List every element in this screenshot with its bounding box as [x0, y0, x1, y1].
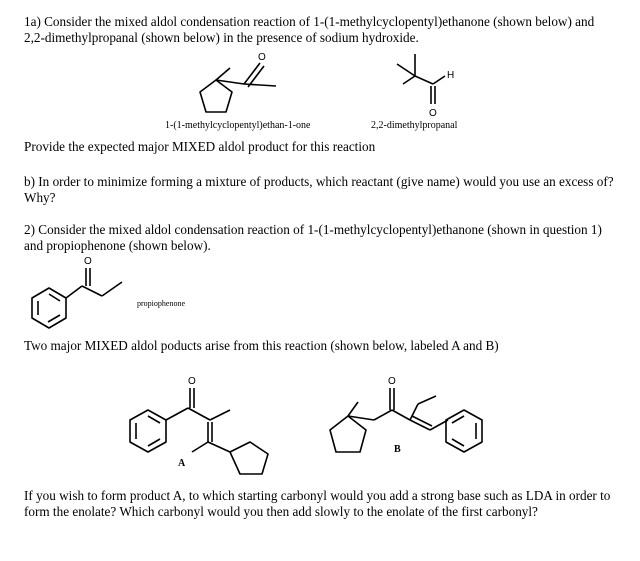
benzene-inner-bond-3: [49, 294, 60, 301]
oxygen-atom: O: [84, 256, 92, 267]
product-b-ring-methyl: [348, 402, 358, 416]
product-a-benzene-inner-3: [148, 416, 160, 423]
alpha-bond: [415, 76, 433, 84]
question-1b-text: b) In order to minimize forming a mixture of products, which reactant (give name) would you use an excess of? Why?: [24, 174, 614, 205]
carbonyl-ethyl-bond: [82, 286, 102, 296]
product-a-structure: [126, 372, 286, 482]
product-a-benzene-inner-2: [148, 439, 160, 446]
hydrogen-atom: H: [447, 70, 455, 81]
product-a-ring-carbonyl-bond: [166, 408, 188, 420]
product-a-oxygen-atom: O: [188, 376, 196, 387]
tbutyl-bond-1: [397, 64, 415, 76]
question-1a-text: 1a) Consider the mixed aldol condensation reaction of 1-(1-methylcyclopentyl)ethanone (shown below) and 2,2-dimethylpropanal (shown below) in the presence of sodium hydroxide.: [24, 14, 595, 45]
ring-carbonyl-bond: [66, 286, 82, 298]
product-a-cyclopentane-ring: [230, 442, 268, 474]
oxygen-atom: O: [258, 52, 266, 63]
product-a-vinyl-methyl: [192, 442, 208, 452]
product-b-carbonyl-right: [392, 410, 410, 420]
aldehyde-name-label: 2,2-dimethylpropanal: [371, 120, 458, 131]
question-2-products-text: Two major MIXED aldol poducts arise from this reaction (shown below, labeled A and B): [24, 338, 499, 353]
product-b-structure: [326, 372, 496, 462]
product-b-label: B: [394, 444, 401, 455]
product-b-cyclopentane-ring: [330, 416, 366, 452]
product-b-benzene-inner-2: [452, 439, 464, 446]
tbutyl-bond-3: [403, 76, 415, 84]
oxygen-atom: O: [429, 108, 437, 119]
product-a-alpha-bond: [188, 408, 210, 420]
ethyl-bond: [102, 282, 122, 296]
propiophenone-label: propiophenone: [137, 299, 185, 308]
product-b-benzene-inner-3: [452, 416, 464, 423]
product-b-carbonyl-left: [374, 410, 392, 420]
propiophenone-structure: [26, 252, 146, 332]
methyl-bond: [216, 68, 230, 80]
question-1a-prompt: Provide the expected major MIXED aldol product for this reaction: [24, 139, 376, 154]
product-b-alkene-2: [412, 416, 432, 426]
ch-bond: [433, 76, 445, 84]
product-a-alkene-top: [210, 410, 230, 420]
question-2-final-text: If you wish to form product A, to which starting carbonyl would you add a strong base such as LDA in order to form the enolate? Which carbonyl would you then add slowly to the enolate of the first carbonyl?: [24, 488, 611, 519]
aldehyde-structure: [385, 50, 475, 120]
product-b-oxygen-atom: O: [388, 376, 396, 387]
product-b-alkene-1: [410, 420, 430, 430]
benzene-inner-bond-2: [48, 315, 60, 322]
product-b-ethyl-top: [418, 396, 436, 404]
cyclopentane-ring: [200, 80, 232, 112]
product-a-label: A: [178, 458, 186, 469]
product-a-ring-link: [208, 442, 230, 452]
ketone-structure: [190, 46, 300, 116]
ketone-name-label: 1-(1-methylcyclopentyl)ethan-1-one: [165, 120, 311, 131]
question-2-text: 2) Consider the mixed aldol condensation reaction of 1-(1-methylcyclopentyl)ethanone (shown in question 1) and propiophenone (shown below).: [24, 222, 602, 253]
